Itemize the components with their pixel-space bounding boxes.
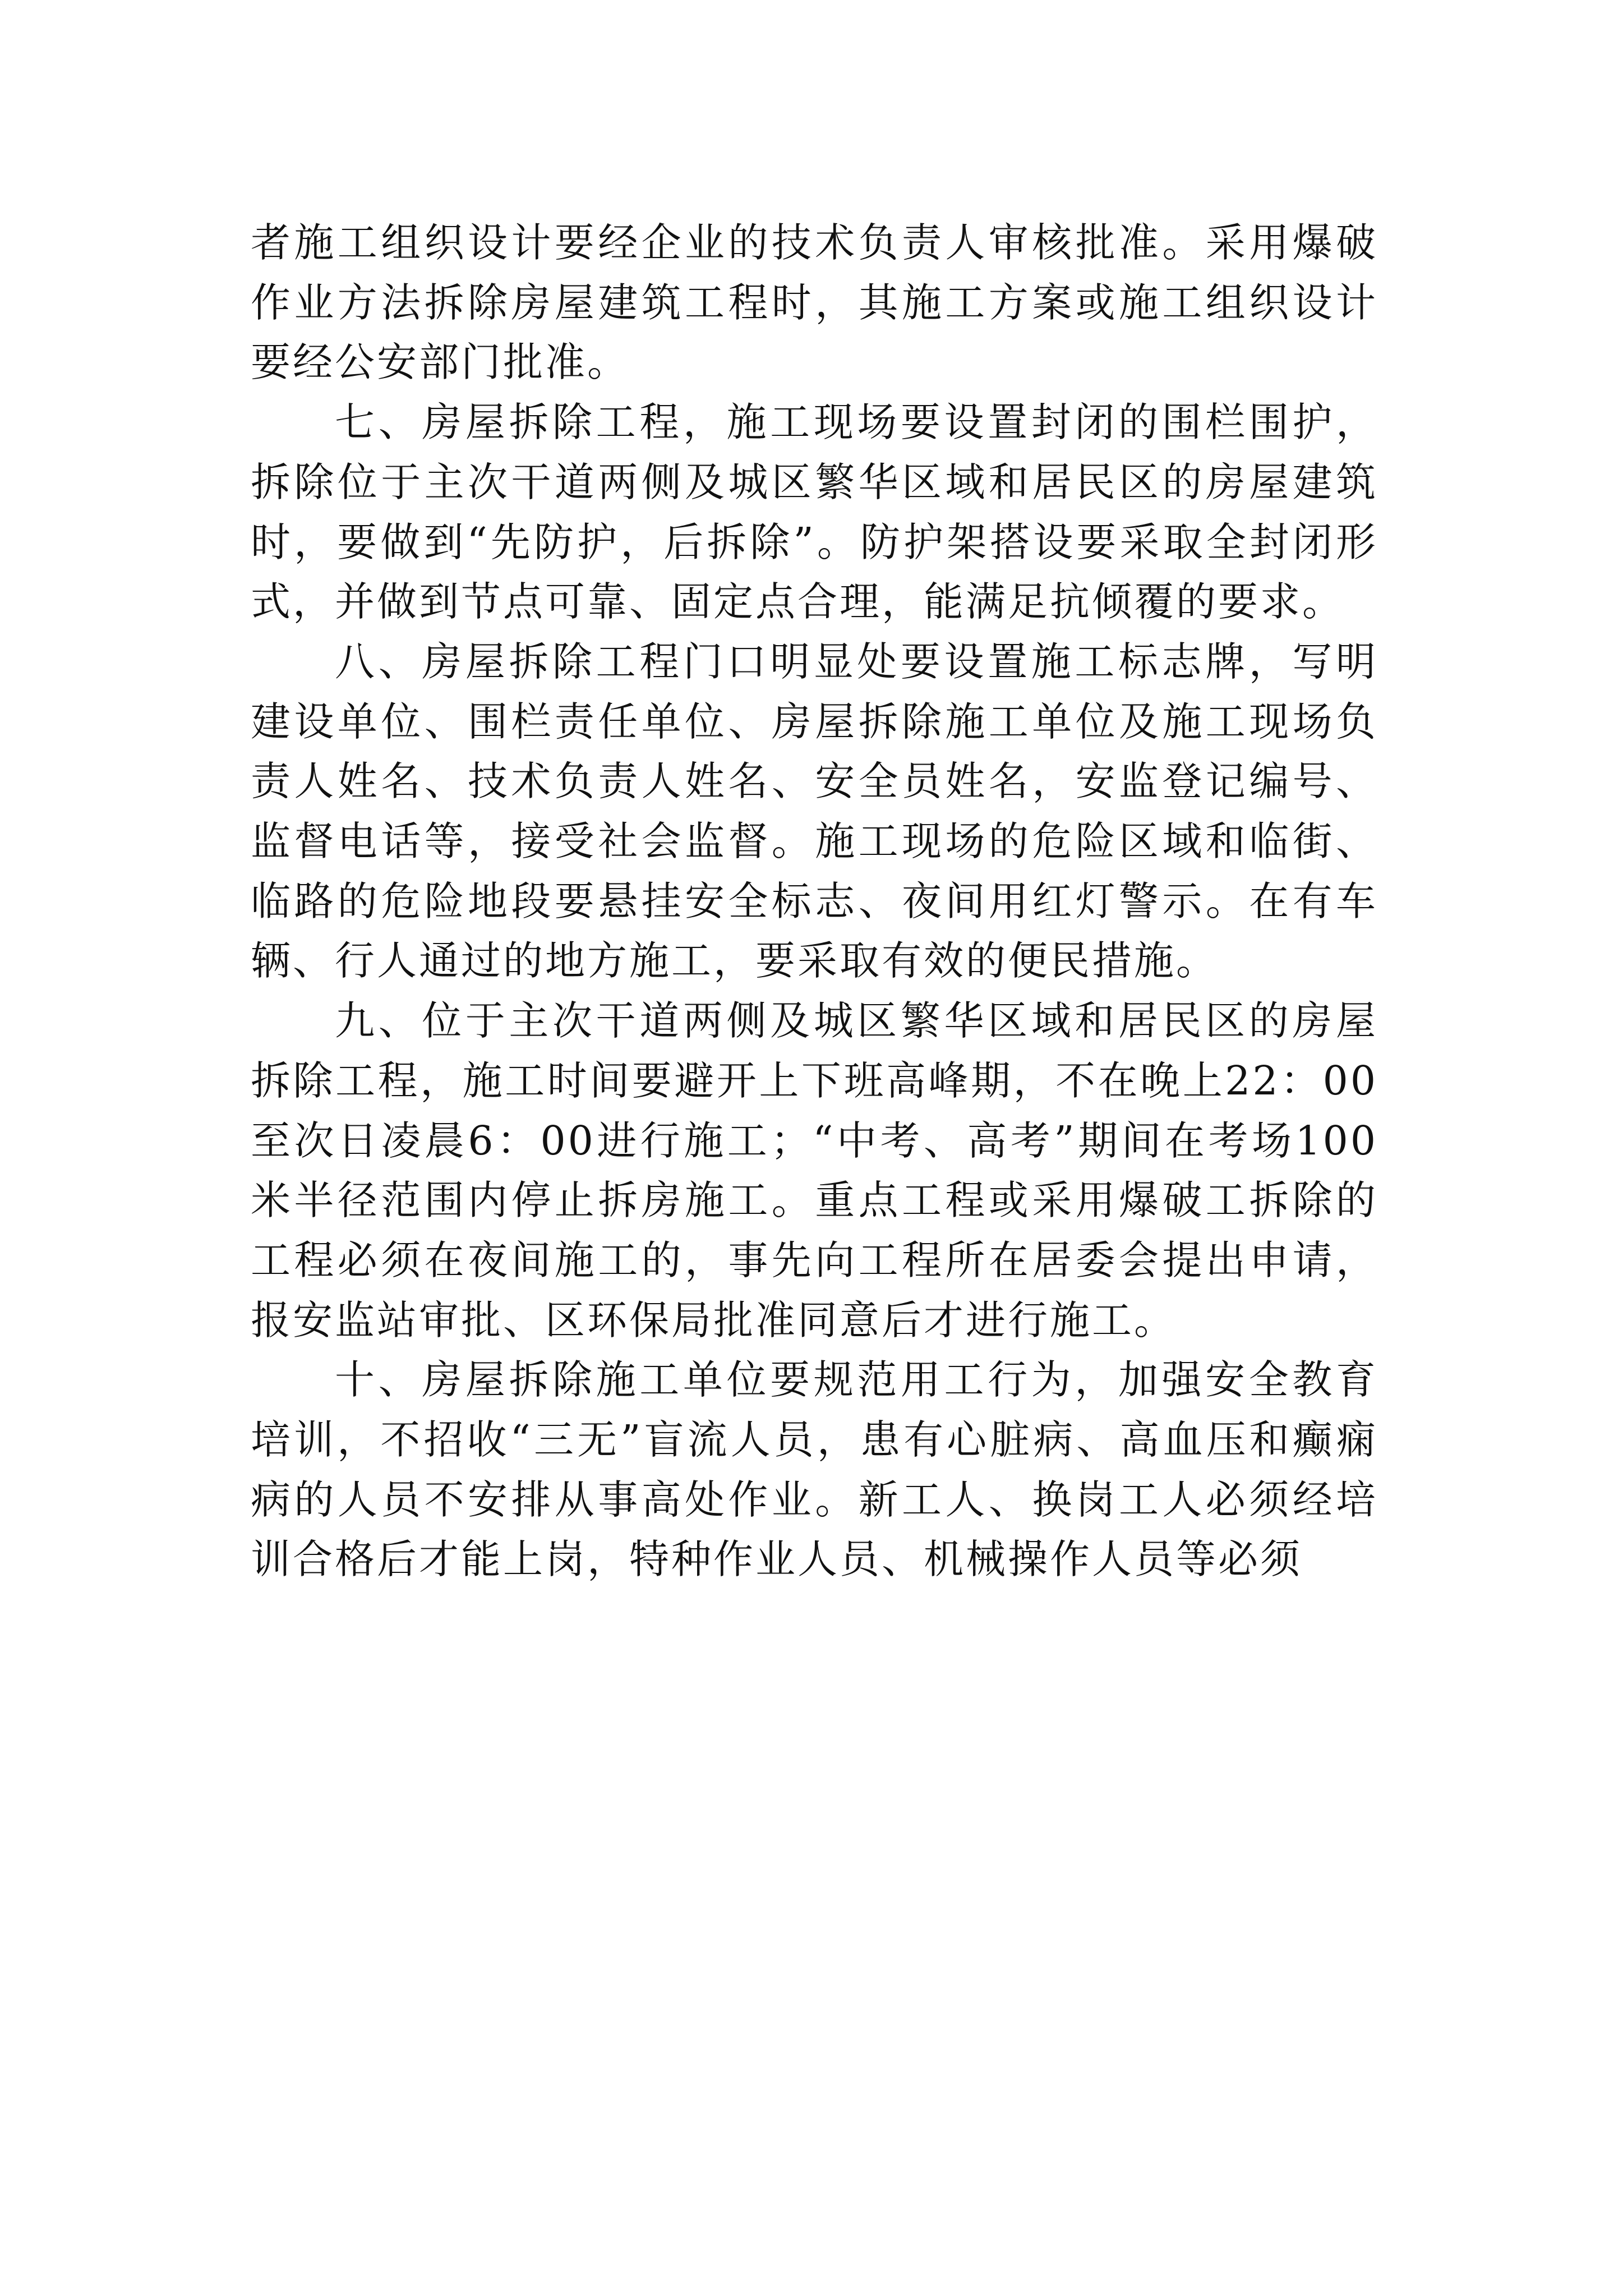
paragraph-continuation: 者施工组织设计要经企业的技术负责人审核批准。采用爆破作业方法拆除房屋建筑工程时，其施工方案或施工组织设计要经公安部门批准。 [251,219,1378,386]
paragraph-item-7: 七、房屋拆除工程，施工现场要设置封闭的围栏围护，拆除位于主次干道两侧及城区繁华区域和居民区的房屋建筑时，要做到“先防护，后拆除”。防护架搭设要采取全封闭形式，并做到节点可靠、固定点合理，能满足抗倾覆的要求。 [251,399,1378,625]
paragraph-item-9: 九、位于主次干道两侧及城区繁华区域和居民区的房屋拆除工程，施工时间要避开上下班高峰期，不在晚上22：00至次日凌晨6：00进行施工；“中考、高考”期间在考场100米半径范围内停止拆房施工。重点工程或采用爆破工拆除的工程必须在夜间施工的，事先向工程所在居委会提出申请，报安监站审批、区环保局批准同意后才进行施工。 [251,997,1378,1343]
document-body [251,213,1378,1590]
paragraph-item-8: 八、房屋拆除工程门口明显处要设置施工标志牌，写明建设单位、围栏责任单位、房屋拆除施工单位及施工现场负责人姓名、技术负责人姓名、安全员姓名，安监登记编号、监督电话等，接受社会监督。施工现场的危险区域和临街、临路的危险地段要悬挂安全标志、夜间用红灯警示。在有车辆、行人通过的地方施工，要采取有效的便民措施。 [251,638,1378,984]
paragraph-item-10: 十、房屋拆除施工单位要规范用工行为，加强安全教育培训，不招收“三无”盲流人员，患有心脏病、高血压和癫痫病的人员不安排从事高处作业。新工人、换岗工人必须经培训合格后才能上岗，特种作业人员、机械操作人员等必须 [251,1356,1378,1583]
